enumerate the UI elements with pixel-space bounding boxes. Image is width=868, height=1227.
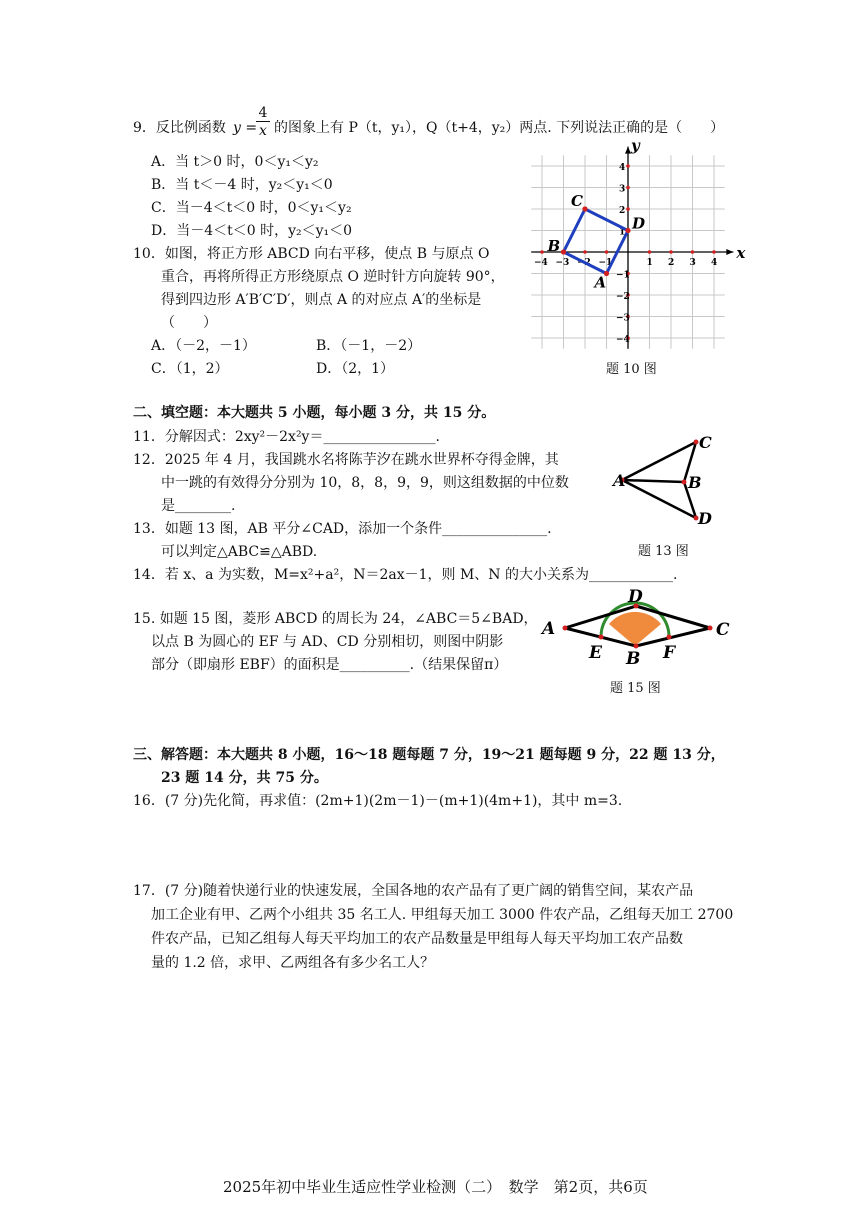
y-tick-label: 1 bbox=[619, 227, 626, 238]
label-a: A bbox=[542, 619, 556, 639]
x-tick-label: 3 bbox=[689, 258, 696, 268]
label-d: D bbox=[632, 214, 646, 233]
q14-text: 14．若 x、a 为实数，M=x²+a²，N＝2ax－1，则 M、N 的大小关系为____________. bbox=[133, 567, 678, 583]
x-tick-label: 2 bbox=[668, 258, 675, 268]
y-tick-dot bbox=[626, 164, 630, 168]
q9-option-c: C．当－4＜t＜0 时，0＜y₁＜y₂ bbox=[151, 200, 352, 216]
q15-line-2: 以点 B 为圆心的 EF 与 AD、CD 分别相切，则图中阴影 bbox=[151, 634, 504, 650]
figure-15-rhombus bbox=[540, 588, 740, 670]
section-3-header-cont: 23 题 14 分，共 75 分。 bbox=[161, 770, 328, 786]
q9-option-d: D．当－4＜t＜0 时，y₂＜y₁＜0 bbox=[151, 223, 353, 239]
x-tick-label: −1 bbox=[598, 258, 613, 268]
y-tick-label: −2 bbox=[616, 292, 630, 302]
q17-line-4: 量的 1.2 倍，求甲、乙两组各有多少名工人？ bbox=[151, 955, 435, 971]
point-b bbox=[682, 480, 687, 485]
x-tick-dot bbox=[669, 250, 673, 254]
y-axis-label: y bbox=[631, 136, 640, 155]
page-footer: 2025年初中毕业生适应性学业检测（二） 数学 第2页，共6页 bbox=[223, 1178, 648, 1196]
q11-text: 11．分解因式：2xy²－2x²y＝________________. bbox=[133, 429, 440, 445]
q9-y-eq: y = bbox=[233, 120, 258, 136]
q10-line-1: 10．如图，将正方形 ABCD 向右平移，使点 B 与原点 O bbox=[133, 246, 490, 262]
q12-line-2: 中一跳的有效得分分别为 10，8，8，9，9，则这组数据的中位数 bbox=[161, 475, 569, 491]
x-tick-dot bbox=[605, 250, 609, 254]
label-b: B bbox=[547, 237, 561, 255]
figure-13-caption: 题 13 图 bbox=[638, 544, 689, 559]
x-tick-label: 1 bbox=[646, 258, 653, 268]
q10-line-2: 重合，再将所得正方形绕原点 O 逆时针方向旋转 90°， bbox=[161, 269, 505, 285]
x-tick-label: 4 bbox=[711, 258, 718, 268]
q10-option-b: B．（－1，－2） bbox=[316, 338, 422, 354]
q13-line-2: 可以判定△ABC≌△ABD. bbox=[161, 544, 318, 560]
q12-line-3: 是________. bbox=[161, 498, 236, 514]
y-tick-label: 4 bbox=[619, 163, 626, 173]
figure-15-caption: 题 15 图 bbox=[610, 681, 661, 696]
y-tick-label: −3 bbox=[616, 313, 630, 324]
y-tick-label: 3 bbox=[619, 184, 626, 195]
figure-10-caption: 题 10 图 bbox=[606, 362, 657, 377]
q9-numerator: 4 bbox=[258, 105, 268, 121]
q9-stem-end: 的图象上有 P（t，y₁），Q（t+4，y₂）两点. 下列说法正确的是（ ） bbox=[274, 120, 725, 136]
q9-fraction bbox=[256, 105, 270, 140]
x-tick-label: −2 bbox=[577, 258, 591, 268]
q9-option-b: B．当 t＜－4 时，y₂＜y₁＜0 bbox=[151, 177, 333, 193]
point-b bbox=[561, 249, 566, 254]
y-tick-dot bbox=[626, 207, 630, 211]
q17-line-2: 加工企业有甲、乙两个小组共 35 名工人. 甲组每天加工 3000 件农产品，乙组每天加工 2700 bbox=[151, 907, 734, 923]
q10-line-3: 得到四边形 A′B′C′D′，则点 A 的对应点 A′的坐标是 bbox=[161, 292, 482, 308]
x-tick-dot bbox=[712, 250, 716, 254]
y-tick-label: −4 bbox=[616, 335, 630, 345]
y-tick-label: 2 bbox=[619, 206, 626, 216]
section-3-header: 三、解答题：本大题共 8 小题，16～18 题每题 7 分，19～21 题每题 9 分，22 题 13 分， bbox=[133, 747, 725, 763]
q9-option-a: A．当 t＞0 时，0＜y₁＜y₂ bbox=[151, 154, 319, 170]
square-abcd bbox=[564, 209, 629, 274]
label-e: E bbox=[589, 643, 602, 663]
x-tick-label: −4 bbox=[534, 258, 548, 268]
q17-line-3: 件农产品，已知乙组每人每天平均加工的农产品数量是甲组每人每天平均加工农产品数 bbox=[151, 931, 683, 947]
q16-text: 16．(7 分)先化简，再求值：(2m+1)(2m－1)－(m+1)(4m+1)，其中 m=3. bbox=[133, 793, 623, 809]
point-d bbox=[625, 228, 630, 233]
q15-line-1: 15. 如题 15 图，菱形 ABCD 的周长为 24，∠ABC＝5∠BAD， bbox=[133, 611, 538, 627]
label-f: F bbox=[663, 643, 676, 663]
label-b: B bbox=[626, 649, 641, 669]
label-a: A bbox=[594, 273, 607, 292]
label-b: B bbox=[688, 473, 702, 492]
x-axis-arrow bbox=[726, 249, 733, 255]
q12-line-1: 12．2025 年 4 月，我国跳水名将陈芋汐在跳水世界杯夺得金牌，其 bbox=[133, 452, 559, 468]
figure-10-coordinate-grid bbox=[530, 136, 746, 355]
y-tick-label: −1 bbox=[616, 270, 630, 281]
x-tick-dot bbox=[583, 250, 587, 254]
label-a: A bbox=[613, 471, 626, 490]
label-d: D bbox=[698, 509, 712, 528]
q13-line-1: 13．如题 13 图，AB 平分∠CAD，添加一个条件_______________. bbox=[133, 521, 552, 537]
q17-line-1: 17．(7 分)随着快递行业的快速发展，全国各地的农产品有了更广阔的销售空间，某农产品 bbox=[133, 883, 694, 899]
y-tick-dot bbox=[626, 186, 630, 190]
x-axis-label: x bbox=[736, 244, 746, 262]
q10-line-4: （ ） bbox=[161, 315, 217, 331]
x-tick-dot bbox=[540, 250, 544, 254]
point-c bbox=[582, 206, 587, 211]
q9-stem-start: 9．反比例函数 bbox=[133, 120, 226, 136]
x-tick-dot bbox=[648, 250, 652, 254]
q10-option-d: D．（2，1） bbox=[316, 361, 395, 377]
label-c: C bbox=[571, 192, 583, 210]
point-c bbox=[694, 440, 699, 445]
x-tick-label: −3 bbox=[555, 258, 570, 268]
q10-option-c: C．（1，2） bbox=[151, 361, 229, 377]
label-d: D bbox=[628, 587, 643, 607]
label-c: C bbox=[716, 620, 730, 640]
x-tick-dot bbox=[691, 250, 695, 254]
figure-13-diagram bbox=[610, 430, 730, 530]
label-c: C bbox=[699, 433, 712, 452]
q9-denominator: x bbox=[256, 121, 270, 140]
q15-line-3: 部分（即扇形 EBF）的面积是__________.（结果保留π） bbox=[151, 657, 508, 673]
section-2-header: 二、填空题：本大题共 5 小题，每小题 3 分，共 15 分。 bbox=[133, 405, 496, 421]
q10-option-a: A．（－2，－1） bbox=[151, 338, 256, 354]
